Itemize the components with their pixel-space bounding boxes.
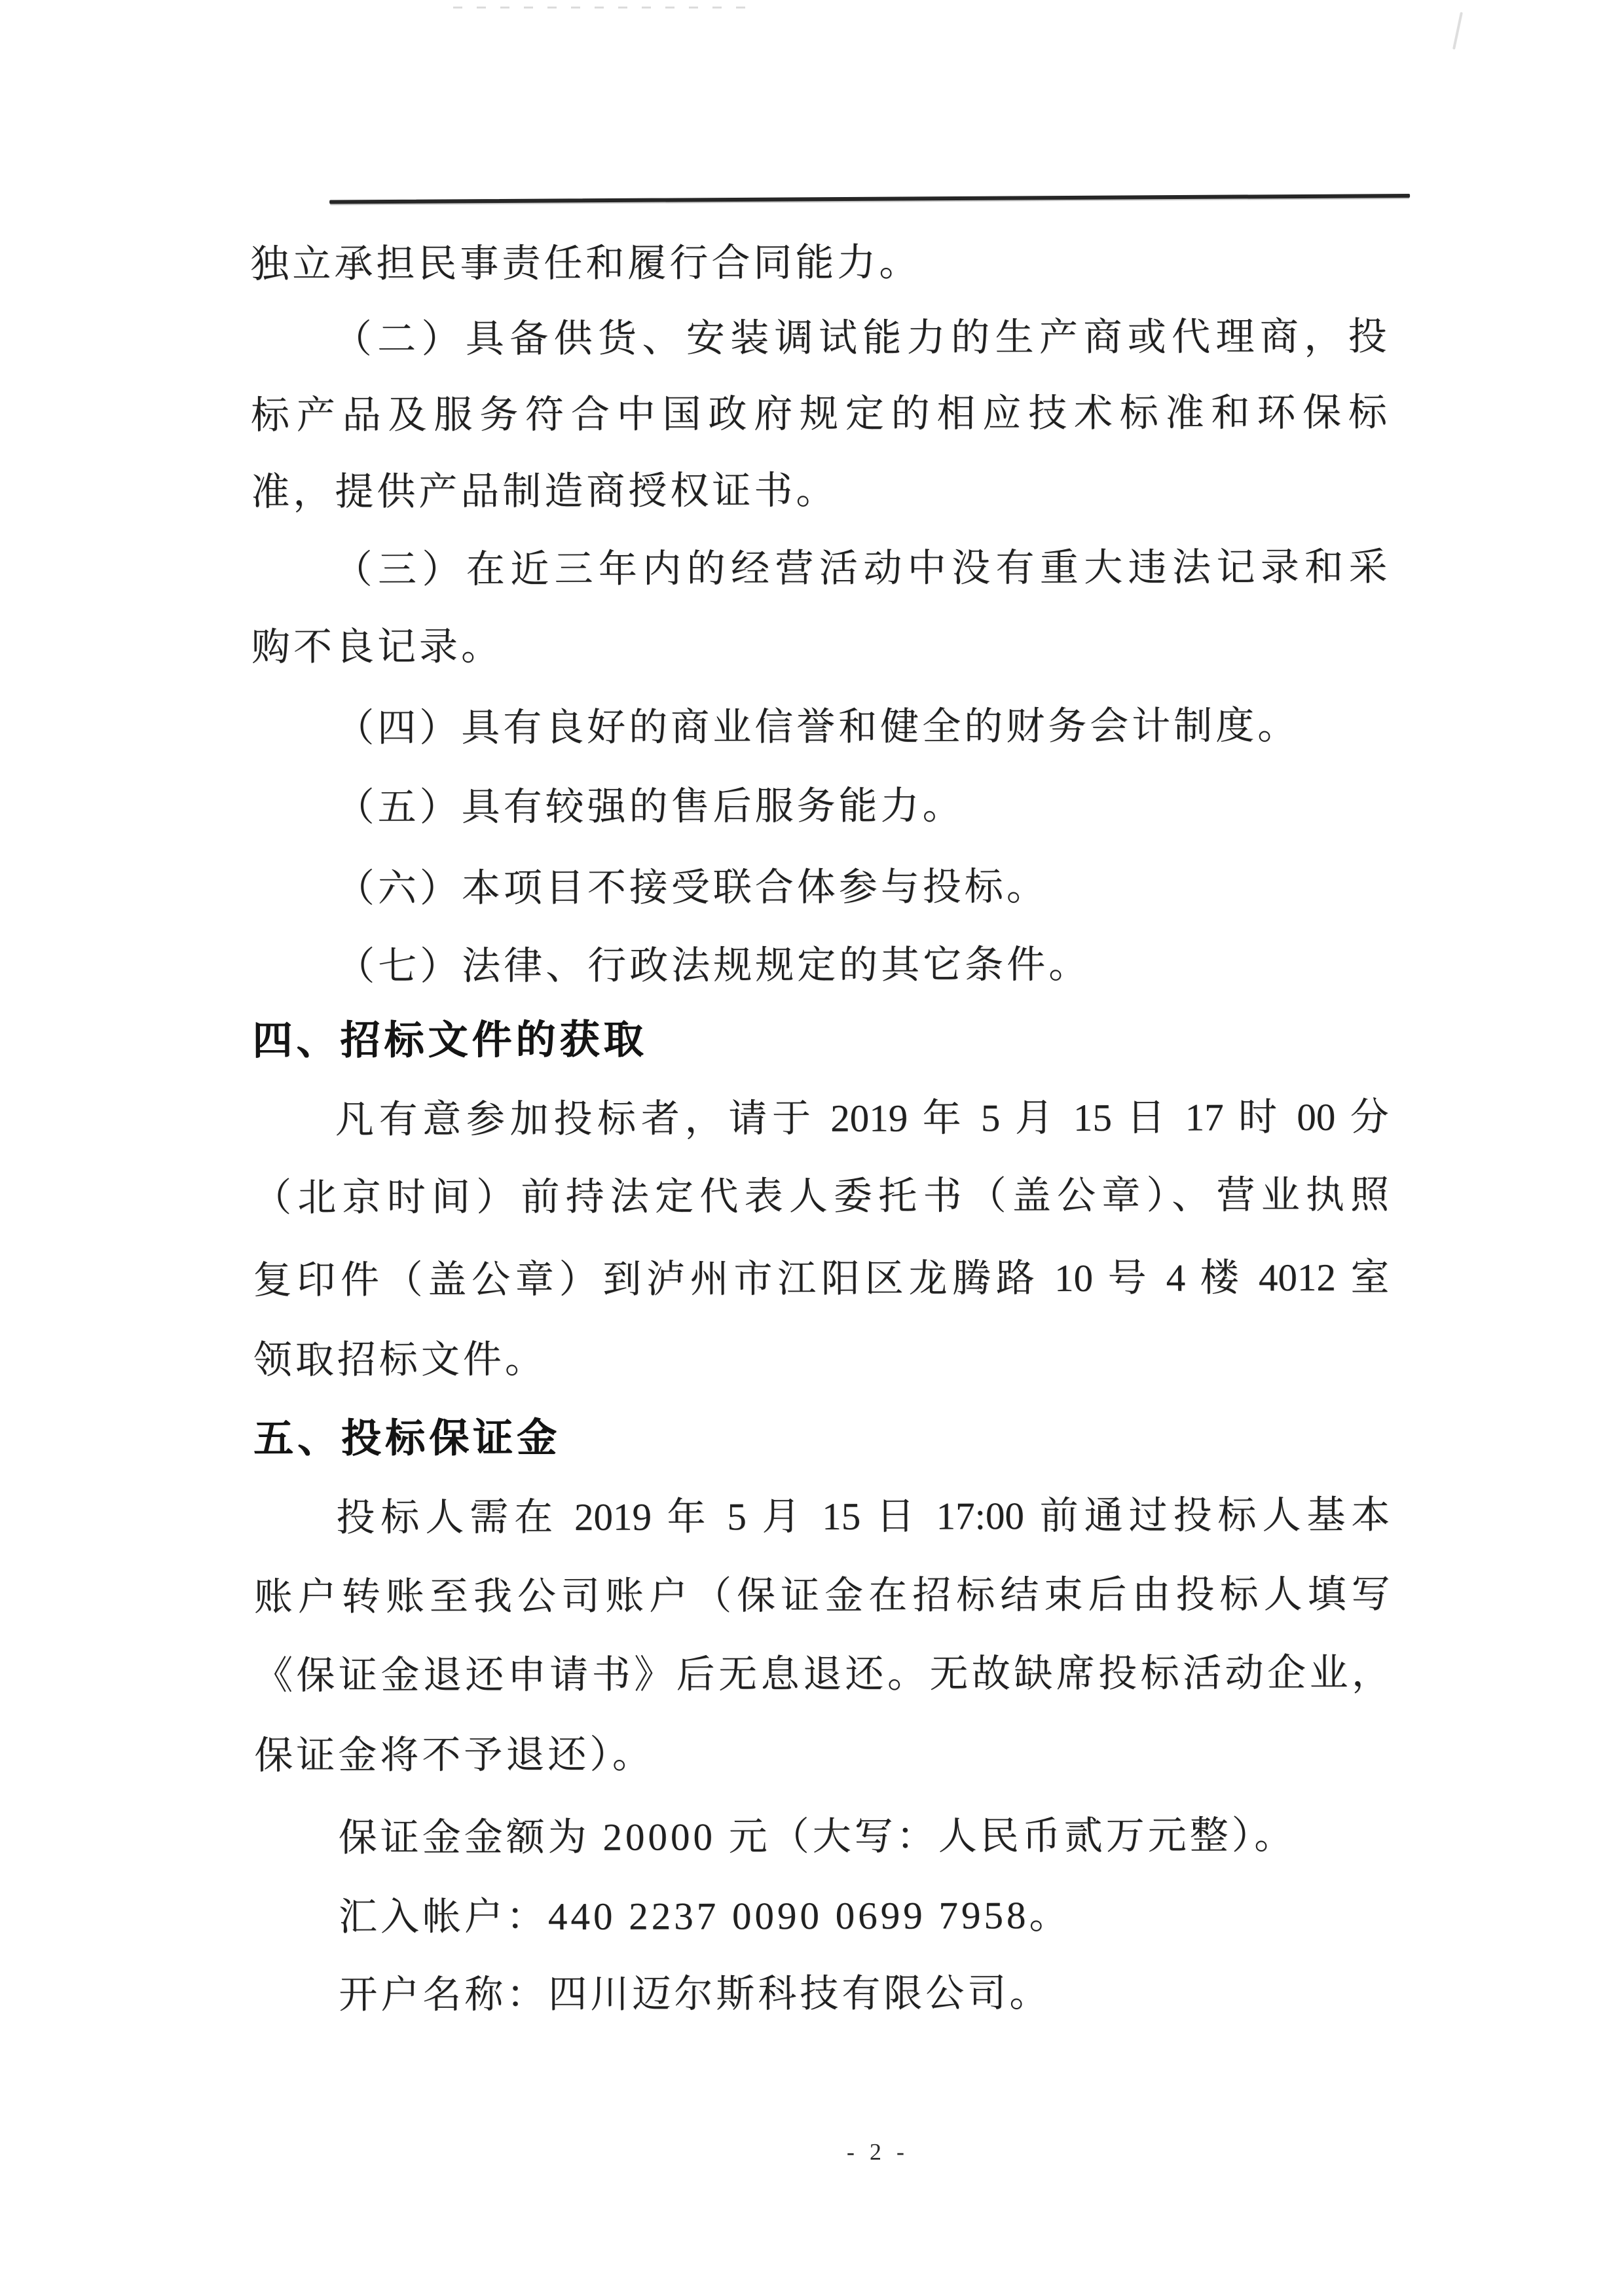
section-heading: 五、投标保证金 (253, 1415, 561, 1461)
text-line: （六）本项目不接受联合体参与投标。 (335, 865, 1048, 910)
text-line: 准，提供产品制造商授权证书。 (251, 468, 838, 514)
text-line: （三）在近三年内的经营活动中没有重大违法记录和采 (333, 545, 1388, 591)
text-line: 投标人需在 2019 年 5 月 15 日 17:00 前通过投标人基本 (336, 1493, 1390, 1539)
text-line: 独立承担民事责任和履行合同能力。 (250, 240, 921, 286)
text-line: （七）法律、行政法规规定的其它条件。 (336, 942, 1091, 988)
text-line: 《保证金退还申请书》后无息退还。无故缺席投标活动企业， (253, 1650, 1391, 1698)
text-line: 凡有意参加投标者，请于 2019 年 5 月 15 日 17 时 00 分 (335, 1095, 1389, 1141)
text-line: 保证金金额为 20000 元（大写：人民币贰万元整）。 (338, 1813, 1297, 1859)
text-line: 标产品及服务符合中国政府规定的相应技术标准和环保标 (250, 390, 1388, 437)
header-rule (329, 194, 1410, 204)
text-line: 开户名称：四川迈尔斯科技有限公司。 (339, 1971, 1052, 2016)
text-line: （二）具备供货、安装调试能力的生产商或代理商，投 (333, 314, 1387, 361)
text-line: （北京时间）前持法定代表人委托书（盖公章）、营业执照 (253, 1173, 1390, 1220)
text-line: （四）具有良好的商业信誉和健全的财务会计制度。 (335, 704, 1300, 750)
text-line: （五）具有较强的售后服务能力。 (335, 784, 965, 829)
section-heading: 四、招标文件的获取 (252, 1017, 648, 1063)
text-line: 领取招标文件。 (253, 1338, 547, 1382)
text-line: 汇入帐户：440 2237 0090 0699 7958。 (338, 1893, 1071, 1939)
text-line: 保证金将不予退还）。 (254, 1732, 654, 1777)
text-line: 复印件（盖公章）到泸州市江阳区龙腾路 10 号 4 楼 4012 室 (253, 1255, 1390, 1302)
page-number: - 2 - (846, 2138, 909, 2165)
text-line: 购不良记录。 (251, 625, 504, 669)
text-line: 账户转账至我公司账户（保证金在招标结束后由投标人填写 (253, 1572, 1390, 1619)
